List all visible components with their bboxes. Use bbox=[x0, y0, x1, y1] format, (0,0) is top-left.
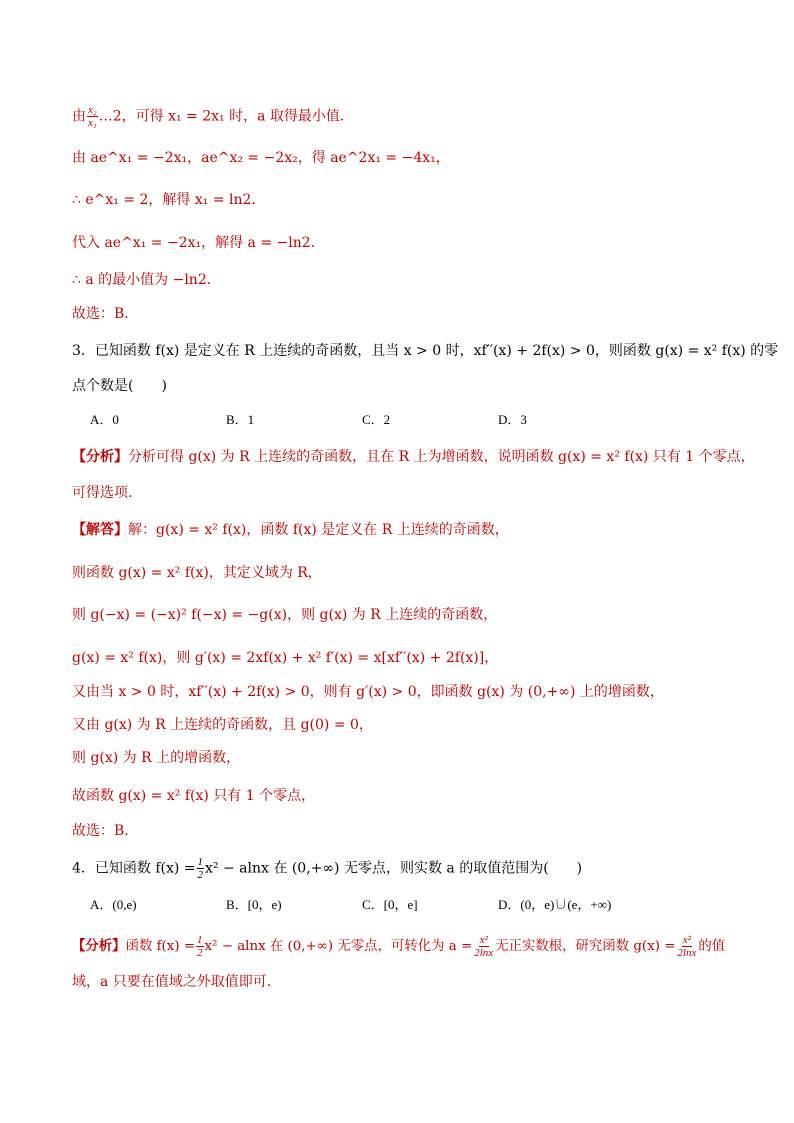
q3-step-1: 则函数 g(x) = x² f(x)，其定义域为 R， bbox=[72, 565, 322, 581]
q3-step-2: 则 g(−x) = (−x)² f(−x) = −g(x)，则 g(x) 为 R 上连续的奇函数， bbox=[72, 607, 498, 623]
fraction: $\frac{1}{2}$ bbox=[197, 934, 203, 959]
q3-analysis-line-1: 【分析】分析可得 g(x) 为 R 上连续的奇函数，且在 R 上为增函数，说明函数 g(x) = x² f(x) 只有 1 个零点， bbox=[72, 449, 755, 465]
q4-option-b: B．[0，e) bbox=[226, 897, 282, 912]
fraction: $\frac{\text{x²}}{2\ln x}$ bbox=[677, 934, 697, 959]
solution-tag: 【解答】 bbox=[72, 522, 128, 538]
q3-step-5: 又由 g(x) 为 R 上连续的奇函数，且 g(0) = 0， bbox=[72, 717, 373, 733]
q3-step-3: g(x) = x² f(x)，则 g′(x) = 2xf(x) + x² f′(x) = x[xf′′(x) + 2f(x)]， bbox=[72, 650, 499, 666]
fraction: $\frac{\text{x²}}{2\ln x}$ bbox=[474, 934, 494, 959]
q4-analysis-line-1: 【分析】函数 f(x) = $\frac{1}{2}$ x² − alnx 在 (0,+∞) 无零点，可转化为 a = $\frac{\text{x²}}{2\ln x}$ 无正实数根，研究函数 g(x) = $\frac{\text{x²}}{2\ln x}$ 的值 bbox=[72, 934, 726, 959]
solution-line-2: 由 ae^x₁ = −2x₁，ae^x₂ = −2x₂，得 ae^2x₁ = −4x₁， bbox=[72, 150, 450, 166]
q3-option-c: C．2 bbox=[362, 412, 391, 427]
text-suffix: …2，可得 x₁ = 2x₁ 时，a 取得最小值． bbox=[98, 108, 354, 125]
analysis-tag: 【分析】 bbox=[72, 449, 128, 465]
q4-option-a: A．(0,e) bbox=[90, 897, 137, 912]
q3-option-d: D．3 bbox=[498, 412, 527, 427]
solution-line-1 bbox=[72, 104, 354, 129]
q3-step-8: 故选：B． bbox=[72, 823, 139, 839]
q4-option-d: D．(0，e)∪(e，+∞) bbox=[498, 897, 612, 912]
q4-stem: 4．已知函数 f(x) = $\frac{1}{2}$ x² − alnx 在 (0,+∞) 无零点，则实数 a 的取值范围为( ) bbox=[72, 856, 583, 881]
q4-option-c: C．[0，e] bbox=[362, 897, 418, 912]
q3-option-a: A．0 bbox=[90, 412, 119, 427]
solution-line-5: ∴ a 的最小值为 −ln2． bbox=[72, 272, 221, 288]
text-prefix: 由 bbox=[72, 108, 86, 125]
q3-stem-line-2: 点个数是( ) bbox=[72, 378, 167, 394]
solution-line-6: 故选：B． bbox=[72, 306, 139, 322]
q3-step-7: 故函数 g(x) = x² f(x) 只有 1 个零点， bbox=[72, 788, 316, 804]
q3-step-6: 则 g(x) 为 R 上的增函数， bbox=[72, 750, 241, 766]
q3-solution-line-1: 【解答】解：g(x) = x² f(x)，函数 f(x) 是定义在 R 上连续的奇函数， bbox=[72, 522, 509, 538]
q3-step-4: 又由当 x > 0 时，xf′′(x) + 2f(x) > 0，则有 g′(x) > 0，即函数 g(x) 为 (0,+∞) 上的增函数， bbox=[72, 684, 664, 700]
fraction: $\frac{1}{2}$ bbox=[197, 856, 204, 881]
fraction: $\frac{\text{x₂}}{\text{x₁}}$ bbox=[88, 104, 97, 129]
q3-option-b: B．1 bbox=[226, 412, 255, 427]
q3-stem-line-1: 3．已知函数 f(x) 是定义在 R 上连续的奇函数，且当 x > 0 时，xf′′(x) + 2f(x) > 0，则函数 g(x) = x² f(x) 的零 bbox=[72, 343, 779, 359]
q3-analysis-line-2: 可得选项． bbox=[72, 485, 142, 501]
solution-line-3: ∴ e^x₁ = 2，解得 x₁ = ln2． bbox=[72, 192, 266, 208]
q4-analysis-line-2: 域，a 只要在值域之外取值即可． bbox=[72, 974, 281, 990]
solution-line-4: 代入 ae^x₁ = −2x₁，解得 a = −ln2． bbox=[72, 235, 325, 251]
analysis-tag: 【分析】 bbox=[72, 938, 126, 954]
